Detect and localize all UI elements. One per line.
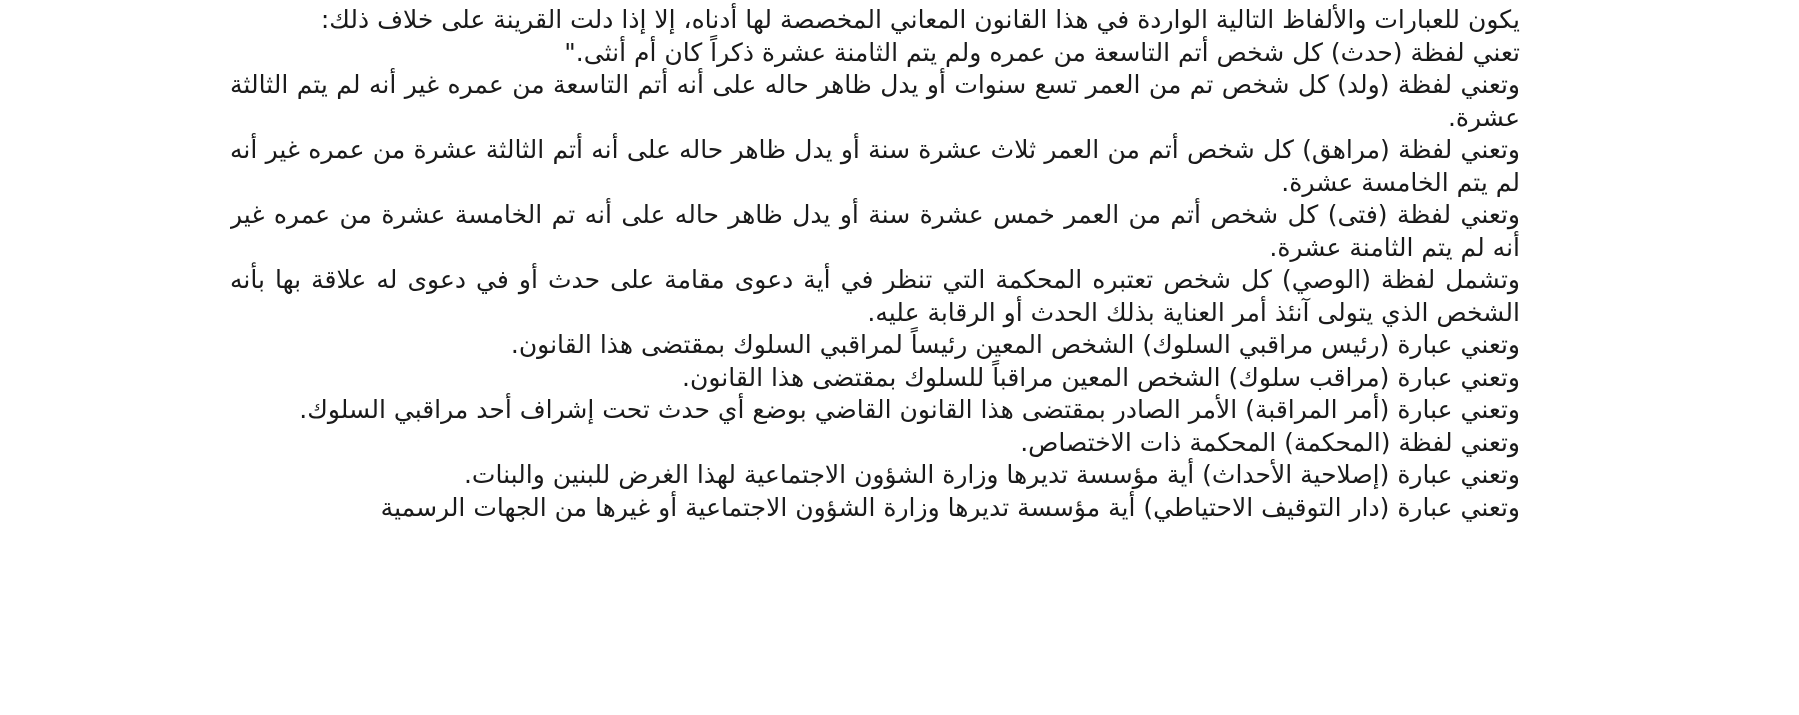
paragraph-intro: يكون للعبارات والألفاظ التالية الواردة في هذا القانون المعاني المخصصة لها أدناه، إلا إذا دلت القرينة على خلاف ذلك: [320,5,1520,34]
paragraph-definition-youth: وتعني لفظة (فتى) كل شخص أتم من العمر خمس عشرة سنة أو يدل ظاهر حاله على أنه تم الخامسة عشرة من عمره غير أنه لم يتم الثامنة عشرة. [230,200,1520,262]
paragraph-definition-adolescent: وتعني لفظة (مراهق) كل شخص أتم من العمر ثلاث عشرة سنة أو يدل ظاهر حاله على أنه أتم الثالثة عشرة من عمره غير أنه لم يتم الخامسة عشرة. [230,135,1520,197]
paragraph-definition-detention-house: وتعني عبارة (دار التوقيف الاحتياطي) أية مؤسسة تديرها وزارة الشؤون الاجتماعية أو غيرها من الجهات الرسمية [380,492,1520,522]
paragraph-definition-court: وتعني لفظة (المحكمة) المحكمة ذات الاختصاص. [1020,427,1520,457]
paragraph-definition-guardian: وتشمل لفظة (الوصي) كل شخص تعتبره المحكمة التي تنظر في أية دعوى مقامة على حدث أو في دعوى له علاقة بها بأنه الشخص الذي يتولى آنئذ أمر العناية بذلك الحدث أو الرقابة عليه. [230,265,1520,327]
document-body [230,4,1520,524]
paragraph-definition-reformatory: وتعني عبارة (إصلاحية الأحداث) أية مؤسسة تديرها وزارة الشؤون الاجتماعية لهذا الغرض للبنين والبنات. [463,460,1520,489]
paragraph-definition-juvenile: تعني لفظة (حدث) كل شخص أتم التاسعة من عمره ولم يتم الثامنة عشرة ذكراً كان أم أنثى." [564,37,1520,67]
document-page [230,0,1520,715]
paragraph-definition-probation-officer: وتعني عبارة (مراقب سلوك) الشخص المعين مراقباً للسلوك بمقتضى هذا القانون. [682,362,1520,392]
paragraph-definition-chief-probation-officer: وتعني عبارة (رئيس مراقبي السلوك) الشخص المعين رئيساً لمراقبي السلوك بمقتضى هذا القانون. [510,330,1520,359]
paragraph-definition-child: وتعني لفظة (ولد) كل شخص تم من العمر تسع سنوات أو يدل ظاهر حاله على أنه أتم التاسعة من عمره غير أنه لم يتم الثالثة عشرة. [230,70,1520,132]
paragraph-definition-probation-order: وتعني عبارة (أمر المراقبة) الأمر الصادر بمقتضى هذا القانون القاضي بوضع أي حدث تحت إشراف أحد مراقبي السلوك. [299,395,1520,424]
